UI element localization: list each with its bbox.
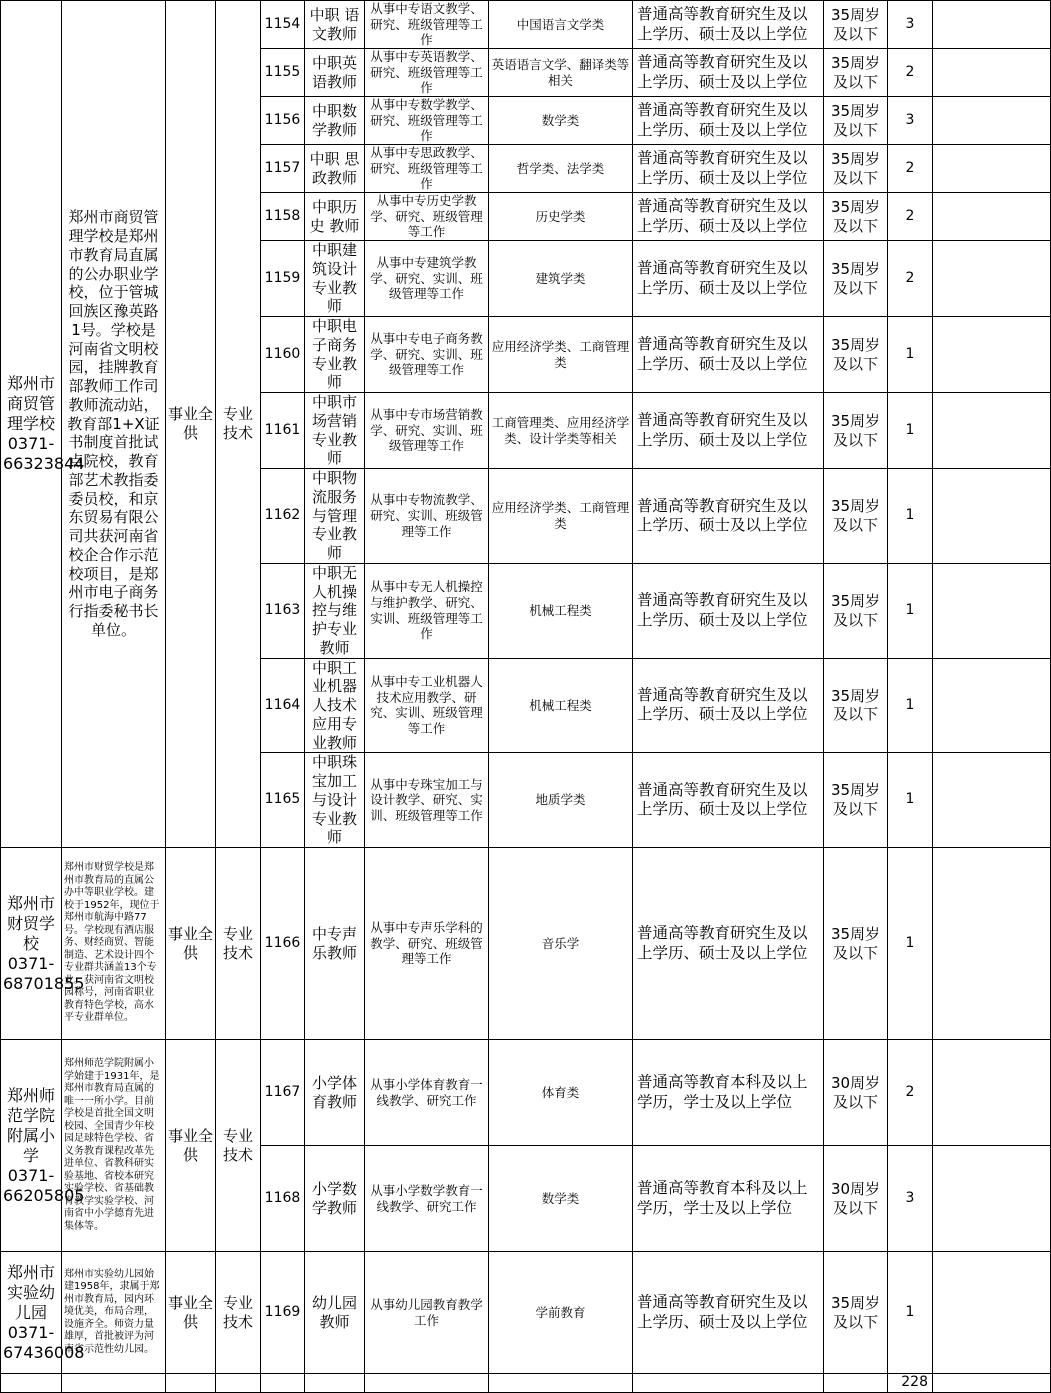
major-cell: 机械工程类 [489, 658, 633, 753]
empty-cell [633, 1374, 824, 1393]
post-code-cell: 1156 [261, 97, 305, 145]
major-cell: 数学类 [489, 97, 633, 145]
headcount-cell: 2 [888, 1040, 933, 1146]
major-cell: 应用经济学类、工商管理类 [489, 317, 633, 393]
education-cell: 普通高等教育研究生及以上学历、硕士及以上学位 [633, 563, 824, 658]
age-cell: 35周岁及以下 [824, 145, 888, 193]
age-cell: 35周岁及以下 [824, 1, 888, 49]
post-category-cell: 专业技术 [216, 848, 261, 1040]
post-name-cell: 中职历史 教师 [305, 193, 365, 241]
remarks-cell [933, 49, 1051, 97]
post-code-cell: 1159 [261, 241, 305, 317]
education-cell: 普通高等教育研究生及以上学历、硕士及以上学位 [633, 97, 824, 145]
headcount-cell: 3 [888, 97, 933, 145]
headcount-cell: 2 [888, 241, 933, 317]
headcount-cell: 1 [888, 469, 933, 564]
post-name-cell: 中职 语文教师 [305, 1, 365, 49]
post-name-cell: 中职英语教师 [305, 49, 365, 97]
major-cell: 应用经济学类、工商管理类 [489, 469, 633, 564]
post-duty-cell: 从事中专建筑学教学、研究、实训、班级管理等工作 [365, 241, 489, 317]
major-cell: 地质学类 [489, 753, 633, 848]
age-cell: 35周岁及以下 [824, 317, 888, 393]
post-code-cell: 1157 [261, 145, 305, 193]
education-cell: 普通高等教育研究生及以上学历、硕士及以上学位 [633, 1, 824, 49]
age-cell: 35周岁及以下 [824, 49, 888, 97]
education-cell: 普通高等教育研究生及以上学历、硕士及以上学位 [633, 49, 824, 97]
headcount-cell: 3 [888, 1146, 933, 1252]
headcount-cell: 1 [888, 753, 933, 848]
total-headcount-cell: 228 [888, 1374, 933, 1393]
post-name-cell: 中职 思政教师 [305, 145, 365, 193]
post-duty-cell: 从事中专珠宝加工与设计教学、研究、实训、班级管理等工作 [365, 753, 489, 848]
headcount-cell: 2 [888, 145, 933, 193]
major-cell: 英语语言文学、翻译类等相关 [489, 49, 633, 97]
headcount-cell: 1 [888, 317, 933, 393]
post-duty-cell: 从事小学数学教育一线教学、研究工作 [365, 1146, 489, 1252]
post-name-cell: 中职建筑设计专业教师 [305, 241, 365, 317]
remarks-cell [933, 1040, 1051, 1146]
post-name-cell: 小学体育教师 [305, 1040, 365, 1146]
major-cell: 音乐学 [489, 848, 633, 1040]
remarks-cell [933, 469, 1051, 564]
post-duty-cell: 从事幼儿园教育教学工作 [365, 1252, 489, 1374]
major-cell: 体育类 [489, 1040, 633, 1146]
age-cell: 35周岁及以下 [824, 753, 888, 848]
education-cell: 普通高等教育本科及以上学历，学士及以上学位 [633, 1040, 824, 1146]
post-duty-cell: 从事中专市场营销教学、研究、实训、班级管理等工作 [365, 393, 489, 469]
remarks-cell [933, 393, 1051, 469]
major-cell: 学前教育 [489, 1252, 633, 1374]
remarks-cell [933, 753, 1051, 848]
post-name-cell: 中职市场营销专业教师 [305, 393, 365, 469]
headcount-cell: 2 [888, 193, 933, 241]
headcount-cell: 1 [888, 658, 933, 753]
headcount-cell: 1 [888, 563, 933, 658]
remarks-cell [933, 241, 1051, 317]
education-cell: 普通高等教育研究生及以上学历、硕士及以上学位 [633, 317, 824, 393]
remarks-cell [933, 97, 1051, 145]
post-code-cell: 1166 [261, 848, 305, 1040]
post-code-cell: 1167 [261, 1040, 305, 1146]
empty-cell [216, 1374, 261, 1393]
post-code-cell: 1161 [261, 393, 305, 469]
post-duty-cell: 从事中专电子商务教学、研究、实训、班级管理等工作 [365, 317, 489, 393]
post-code-cell: 1163 [261, 563, 305, 658]
employer-intro-cell: 郑州市商贸管理学校是郑州市教育局直属的公办职业学校，位于管城回族区豫英路1号。学校是河南省文明校园，挂牌教育部教师工作司教师流动站，教育部1+X证书制度首批试点院校，教育部艺术教指委委员校，和京东贸易有限公司共获河南省校企合作示范校项目，是郑州市电子商务行指委秘书长单位。 [62, 1, 166, 848]
headcount-cell: 1 [888, 393, 933, 469]
headcount-cell: 1 [888, 1252, 933, 1374]
major-cell: 数学类 [489, 1146, 633, 1252]
education-cell: 普通高等教育研究生及以上学历、硕士及以上学位 [633, 658, 824, 753]
education-cell: 普通高等教育本科及以上学历，学士及以上学位 [633, 1146, 824, 1252]
post-category-cell: 专业技术 [216, 1252, 261, 1374]
post-code-cell: 1164 [261, 658, 305, 753]
post-code-cell: 1169 [261, 1252, 305, 1374]
total-row [1, 1374, 1051, 1393]
empty-cell [365, 1374, 489, 1393]
funding-type-cell: 事业全供 [166, 848, 216, 1040]
remarks-cell [933, 848, 1051, 1040]
education-cell: 普通高等教育研究生及以上学历、硕士及以上学位 [633, 1252, 824, 1374]
headcount-cell: 2 [888, 49, 933, 97]
post-name-cell: 中职物流服务与管理专业教师 [305, 469, 365, 564]
post-code-cell: 1168 [261, 1146, 305, 1252]
table-row [1, 1040, 1051, 1146]
age-cell: 35周岁及以下 [824, 848, 888, 1040]
post-name-cell: 小学数学教师 [305, 1146, 365, 1252]
employer-unit-cell: 郑州师范学院附属小学0371-66205805 [1, 1040, 62, 1252]
post-duty-cell: 从事中专数学教学、研究、班级管理等工作 [365, 97, 489, 145]
post-category-cell: 专业技术 [216, 1040, 261, 1252]
post-duty-cell: 从事中专物流教学、研究、实训、班级管理等工作 [365, 469, 489, 564]
education-cell: 普通高等教育研究生及以上学历、硕士及以上学位 [633, 753, 824, 848]
table-row [1, 1252, 1051, 1374]
table-row [1, 1, 1051, 49]
empty-cell [62, 1374, 166, 1393]
post-duty-cell: 从事中专语文教学、研究、班级管理等工作 [365, 1, 489, 49]
education-cell: 普通高等教育研究生及以上学历、硕士及以上学位 [633, 848, 824, 1040]
post-duty-cell: 从事小学体育教育一线教学、研究工作 [365, 1040, 489, 1146]
remarks-cell [933, 1252, 1051, 1374]
education-cell: 普通高等教育研究生及以上学历、硕士及以上学位 [633, 193, 824, 241]
post-duty-cell: 从事中专历史学教学、研究、班级管理等工作 [365, 193, 489, 241]
major-cell: 中国语言文学类 [489, 1, 633, 49]
employer-intro-cell: 郑州市财贸学校是郑州市教育局的直属公办中等职业学校。建校于1952年，现位于郑州市航海中路77号。学校现有酒店服务、财经商贸、智能制造、艺术设计四个专业群共涵盖13个专业。获河南省文明校园称号，河南省职业教育特色学校，高水平专业群单位。 [62, 848, 166, 1040]
post-code-cell: 1155 [261, 49, 305, 97]
age-cell: 35周岁及以下 [824, 1252, 888, 1374]
post-code-cell: 1165 [261, 753, 305, 848]
employer-unit-cell: 郑州市实验幼儿园0371-67436008 [1, 1252, 62, 1374]
major-cell: 工商管理类、应用经济学类、设计学类等相关 [489, 393, 633, 469]
employer-unit-cell: 郑州市商贸管理学校0371-66323844 [1, 1, 62, 848]
employer-intro-cell: 郑州市实验幼儿园始建1958年，隶属于郑州市教育局，园内环境优美，布局合理，设施齐全。师资力量雄厚，首批被评为河南省示范性幼儿园。 [62, 1252, 166, 1374]
major-cell: 历史学类 [489, 193, 633, 241]
major-cell: 机械工程类 [489, 563, 633, 658]
remarks-cell [933, 1, 1051, 49]
education-cell: 普通高等教育研究生及以上学历、硕士及以上学位 [633, 241, 824, 317]
employer-unit-cell: 郑州市财贸学校0371-68701855 [1, 848, 62, 1040]
empty-cell [1, 1374, 62, 1393]
post-duty-cell: 从事中专工业机器人技术应用教学、研究、实训、班级管理等工作 [365, 658, 489, 753]
empty-cell [261, 1374, 305, 1393]
post-category-cell: 专业技术 [216, 1, 261, 848]
post-code-cell: 1162 [261, 469, 305, 564]
remarks-cell [933, 563, 1051, 658]
remarks-cell [933, 658, 1051, 753]
post-name-cell: 中职工业机器人技术应用专业教师 [305, 658, 365, 753]
post-duty-cell: 从事中专无人机操控与维护教学、研究、实训、班级管理等工作 [365, 563, 489, 658]
post-name-cell: 中职数学教师 [305, 97, 365, 145]
funding-type-cell: 事业全供 [166, 1, 216, 848]
major-cell: 哲学类、法学类 [489, 145, 633, 193]
post-duty-cell: 从事中专思政教学、研究、班级管理等工作 [365, 145, 489, 193]
post-duty-cell: 从事中专声乐学科的教学、研究、班级管理等工作 [365, 848, 489, 1040]
education-cell: 普通高等教育研究生及以上学历、硕士及以上学位 [633, 393, 824, 469]
remarks-cell [933, 1374, 1051, 1393]
remarks-cell [933, 1146, 1051, 1252]
remarks-cell [933, 145, 1051, 193]
post-name-cell: 中职电子商务专业教师 [305, 317, 365, 393]
headcount-cell: 1 [888, 848, 933, 1040]
age-cell: 35周岁及以下 [824, 193, 888, 241]
headcount-cell: 3 [888, 1, 933, 49]
empty-cell [824, 1374, 888, 1393]
age-cell: 35周岁及以下 [824, 97, 888, 145]
post-code-cell: 1158 [261, 193, 305, 241]
post-name-cell: 幼儿园教师 [305, 1252, 365, 1374]
age-cell: 30周岁及以下 [824, 1040, 888, 1146]
post-duty-cell: 从事中专英语教学、研究、班级管理等工作 [365, 49, 489, 97]
empty-cell [305, 1374, 365, 1393]
age-cell: 35周岁及以下 [824, 241, 888, 317]
age-cell: 35周岁及以下 [824, 563, 888, 658]
empty-cell [489, 1374, 633, 1393]
post-code-cell: 1154 [261, 1, 305, 49]
post-name-cell: 中职无人机操控与维护专业教师 [305, 563, 365, 658]
age-cell: 35周岁及以下 [824, 658, 888, 753]
education-cell: 普通高等教育研究生及以上学历、硕士及以上学位 [633, 145, 824, 193]
employer-intro-cell: 郑州师范学院附属小学始建于1931年，是郑州市教育局直属的唯一一所小学。目前学校是首批全国文明校园、全国青少年校园足球特色学校、省义务教育课程改革先进单位、省教科研实验基地、省校本研究实验学校、省基础教育教学实验学校、河南省中小学德育先进集体等。 [62, 1040, 166, 1252]
remarks-cell [933, 317, 1051, 393]
funding-type-cell: 事业全供 [166, 1040, 216, 1252]
education-cell: 普通高等教育研究生及以上学历、硕士及以上学位 [633, 469, 824, 564]
age-cell: 35周岁及以下 [824, 469, 888, 564]
major-cell: 建筑学类 [489, 241, 633, 317]
post-code-cell: 1160 [261, 317, 305, 393]
remarks-cell [933, 193, 1051, 241]
age-cell: 35周岁及以下 [824, 393, 888, 469]
funding-type-cell: 事业全供 [166, 1252, 216, 1374]
table-row [1, 848, 1051, 1040]
post-name-cell: 中职珠宝加工与设计专业教师 [305, 753, 365, 848]
post-name-cell: 中专声乐教师 [305, 848, 365, 1040]
empty-cell [166, 1374, 216, 1393]
age-cell: 30周岁及以下 [824, 1146, 888, 1252]
